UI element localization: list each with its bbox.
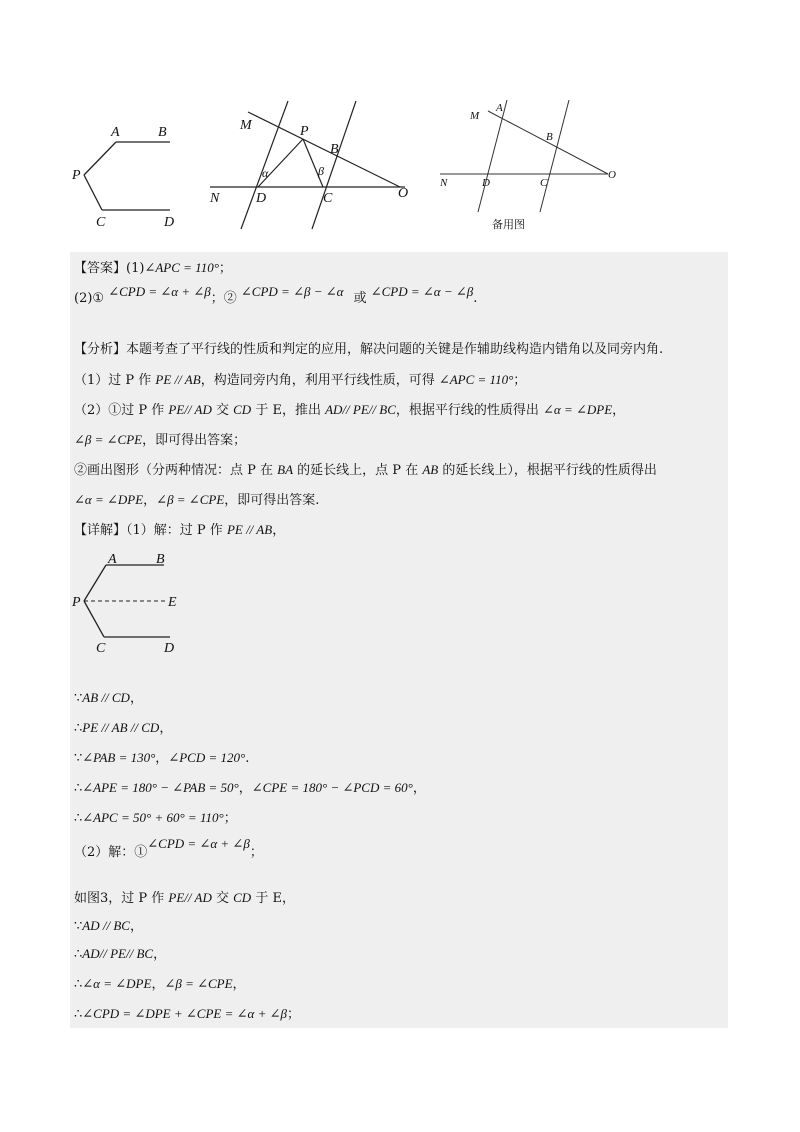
formula: ∠APC = 110°	[438, 372, 514, 387]
label-C: C	[540, 177, 548, 189]
analysis-line-3	[74, 400, 625, 421]
therefore-sign: ∴	[74, 1007, 83, 1022]
formula: ∠PCD = 120°	[168, 750, 246, 765]
therefore-sign: ∴	[74, 781, 83, 796]
label-N: N	[210, 191, 220, 206]
label-D: D	[256, 191, 267, 206]
text: ②画出图形（分两种情况：点 P 在	[74, 463, 278, 478]
text: ，	[272, 523, 286, 538]
formula: AD// PE// BC	[82, 946, 154, 961]
formula: PE// AD	[168, 890, 212, 905]
punct: ，	[129, 691, 143, 706]
analysis-line-5	[74, 460, 657, 481]
answer-line-1	[74, 258, 232, 279]
formula: ∠PAB = 130°	[82, 750, 156, 765]
label-A: A	[496, 102, 503, 114]
text: ，即可得出答案；	[142, 433, 247, 448]
formula: ∠CPD = ∠DPE + ∠CPE = ∠α + ∠β	[82, 1006, 287, 1021]
formula: ∠APE = 180° − ∠PAB = 50°	[82, 780, 239, 795]
answer-part-2-prefix: (2)①	[74, 291, 105, 306]
therefore-sign: ∴	[74, 811, 83, 826]
answer-sep: ；②	[210, 291, 237, 306]
label-B: B	[156, 552, 165, 567]
answer-heading: 【答案】	[74, 261, 127, 276]
text: 交	[211, 891, 234, 906]
text: ，根据平行线的性质得出	[395, 403, 544, 418]
formula: ∠β = ∠CPE	[164, 976, 233, 991]
formula: ∠β = ∠CPE	[74, 432, 143, 447]
therefore-sign: ∴	[74, 947, 83, 962]
answer-formula-3: ∠CPD = ∠α − ∠β	[370, 284, 474, 299]
punct: ；	[223, 811, 237, 826]
analysis-line-1	[74, 340, 663, 360]
detail-step-3	[74, 748, 249, 769]
text: （2）解：①	[74, 845, 148, 860]
label-B: B	[546, 131, 553, 143]
detail-step-4	[74, 778, 426, 799]
formula: PE // AB	[226, 522, 273, 537]
because-sign: ∵	[74, 919, 83, 934]
punct: ，	[155, 751, 169, 766]
text: 的延长线上），根据平行线的性质得出	[438, 463, 657, 478]
label-D: D	[164, 641, 175, 655]
answer-formula-1: ∠CPD = ∠α + ∠β	[108, 284, 211, 299]
text: ，	[612, 403, 626, 418]
label-C: C	[96, 215, 106, 230]
punct: ，	[238, 781, 252, 796]
text: 于 E，推出	[251, 403, 326, 418]
text: 如图3，过 P 作	[74, 891, 169, 906]
text: （2）①过 P 作	[74, 403, 169, 418]
text: ；	[513, 373, 527, 388]
text: ，即可得出答案.	[224, 493, 320, 508]
because-sign: ∵	[74, 751, 83, 766]
formula: AD // BC	[82, 918, 130, 933]
punct: .	[245, 751, 250, 766]
punct: ；	[249, 845, 263, 860]
analysis-line-6	[74, 490, 319, 511]
label-P: P	[72, 595, 81, 610]
label-beta: β	[318, 164, 324, 178]
detail-step-8	[74, 974, 246, 995]
label-A: A	[108, 552, 117, 567]
answer-part-1-prefix: (1)	[126, 261, 145, 276]
punct: ，	[159, 721, 173, 736]
detail-step-7	[74, 944, 166, 965]
text: ，	[143, 493, 157, 508]
label-M: M	[240, 118, 252, 133]
text: （1）解：过 P 作	[126, 523, 227, 538]
detail-step-5	[74, 808, 237, 829]
formula: AD// PE// BC	[325, 402, 396, 417]
punct: ，	[153, 947, 167, 962]
label-C: C	[323, 191, 333, 206]
formula: AB // CD	[82, 690, 130, 705]
formula: PE // AB // CD	[82, 720, 160, 735]
detail-step-9	[74, 1004, 300, 1025]
therefore-sign: ∴	[74, 977, 83, 992]
answer-line-2	[74, 284, 478, 309]
punct: ，	[412, 781, 426, 796]
figure-3-caption: 备用图	[492, 218, 525, 231]
formula: ∠APC = 50° + 60° = 110°	[82, 810, 224, 825]
punct: ；	[286, 1007, 300, 1022]
label-M: M	[470, 110, 480, 122]
label-P: P	[72, 168, 81, 183]
formula: CD	[233, 890, 252, 905]
label-N: N	[440, 177, 448, 189]
text: 交	[211, 403, 234, 418]
because-sign: ∵	[74, 691, 83, 706]
formula: AB	[422, 462, 439, 477]
label-D: D	[164, 215, 175, 230]
figure-4-diagram	[66, 545, 196, 655]
label-B: B	[330, 142, 339, 157]
label-B: B	[158, 125, 167, 140]
punct: .	[473, 291, 478, 306]
figure-3-diagram	[430, 95, 630, 235]
figure-1-diagram	[62, 118, 192, 238]
formula: ∠CPD = ∠α + ∠β	[147, 836, 250, 851]
formula: PE// AD	[168, 402, 212, 417]
text: 的延长线上，点 P 在	[293, 463, 423, 478]
formula: CD	[233, 402, 252, 417]
detail-line-1	[74, 520, 285, 541]
formula: ∠CPE = 180° − ∠PCD = 60°	[251, 780, 413, 795]
analysis-text: 本题考查了平行线的性质和判定的应用，解决问题的关键是作辅助线构造内错角以及同旁内角.	[126, 342, 664, 357]
formula: PE // AB	[155, 372, 201, 387]
punct: ；	[218, 261, 232, 276]
label-alpha: α	[262, 166, 269, 180]
analysis-heading: 【分析】	[74, 342, 127, 357]
label-O: O	[608, 169, 616, 181]
answer-or: 或	[353, 291, 367, 306]
detail-step-6	[74, 916, 143, 937]
label-O: O	[398, 186, 409, 201]
label-D: D	[482, 177, 490, 189]
punct: ，	[129, 919, 143, 934]
detail-figure-3-line	[74, 888, 295, 909]
formula: ∠α = ∠DPE	[543, 402, 613, 417]
analysis-line-4	[74, 430, 246, 451]
detail-step-2	[74, 718, 172, 739]
label-A: A	[111, 125, 120, 140]
formula: ∠α = ∠DPE	[74, 492, 144, 507]
therefore-sign: ∴	[74, 721, 83, 736]
punct: ，	[151, 977, 165, 992]
figure-2-diagram	[200, 95, 420, 240]
answer-formula-2: ∠CPD = ∠β − ∠α	[240, 284, 344, 299]
formula: BA	[277, 462, 294, 477]
formula: ∠β = ∠CPE	[156, 492, 225, 507]
text: （1）过 P 作	[74, 373, 156, 388]
detail-step-1	[74, 688, 143, 709]
detail-heading: 【详解】	[74, 523, 127, 538]
answer-part-1-formula: ∠APC = 110°	[144, 260, 219, 275]
punct: ，	[232, 977, 246, 992]
text: ，构造同旁内角，利用平行线性质，可得	[200, 373, 439, 388]
analysis-line-2	[74, 370, 526, 391]
formula: ∠α = ∠DPE	[82, 976, 152, 991]
label-C: C	[96, 641, 106, 655]
label-E: E	[168, 595, 177, 610]
label-P: P	[300, 124, 309, 139]
detail-part-2	[74, 836, 263, 863]
text: 于 E，	[251, 891, 295, 906]
